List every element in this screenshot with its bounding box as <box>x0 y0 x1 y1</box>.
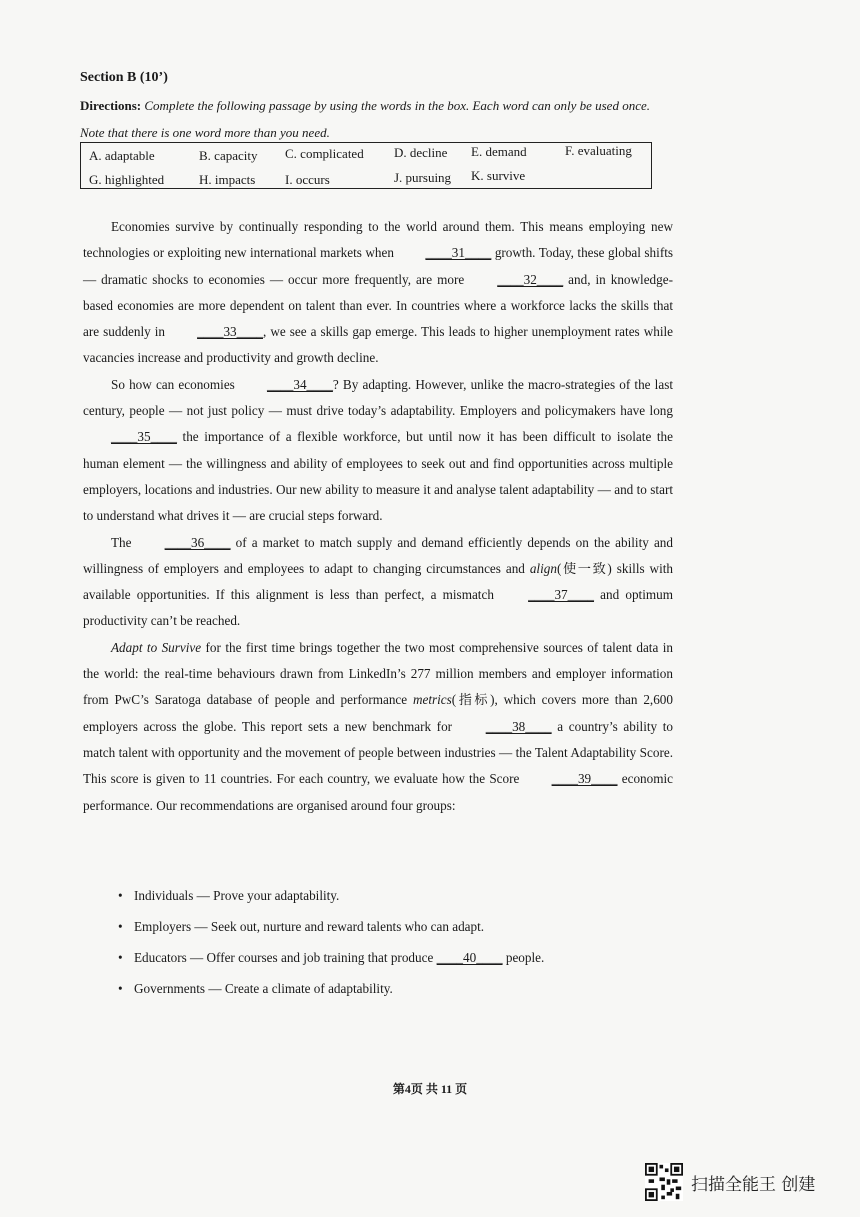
bullet-icon: • <box>118 888 123 903</box>
word-option: J. pursuing <box>394 170 452 185</box>
bullet-icon: • <box>118 919 123 934</box>
blank-34: ____34____ <box>266 376 333 392</box>
text-run: The <box>111 534 137 550</box>
list-item <box>118 911 544 942</box>
text-run: ? By adapting. However, unlike the macro-strategies of the last century, people — not just policy — must drive today’s adaptability. Employers and policymakers have long <box>83 376 673 419</box>
text-run: of a market to match supply and demand efficiently depends on the ability and willingness of employers and employees to adapt to changing circumstances and <box>83 534 673 576</box>
paragraph-2 <box>83 372 673 530</box>
list-item-text: Individuals — Prove your adaptability. <box>134 888 340 903</box>
text-run: Economies survive by continually responding to the world around them. This means employing new technologies or exploiting new international markets when <box>83 219 673 261</box>
list-item-text: people. <box>502 950 545 965</box>
text-run: economic performance. Our recommendations are organised around four groups: <box>83 771 673 813</box>
term-gloss: (指标) <box>451 692 495 708</box>
word-option: E. demand <box>471 144 527 159</box>
section-title: Section B (10’) <box>80 70 168 85</box>
word-option: A. adaptable <box>89 148 155 163</box>
passage <box>83 214 673 819</box>
blank-33: ____33____ <box>197 324 263 340</box>
list-item <box>118 942 544 973</box>
word-option: K. survive <box>471 168 526 183</box>
blank-35: ____35____ <box>111 429 177 445</box>
text-run: growth. Today, these global shifts — dramatic shocks to economies — occur more frequently, are more <box>83 245 674 287</box>
word-box <box>80 142 652 189</box>
text-run: skills with available opportunities. If this alignment is less than perfect, a mismatch <box>83 560 673 603</box>
blank-32: ____32____ <box>497 271 564 287</box>
word-option: C. complicated <box>285 146 364 161</box>
text-run: So how can economies <box>111 376 239 392</box>
text-run: , which covers more than 2,600 employers across the globe. This report sets a new benchmark for <box>83 692 673 734</box>
directions-label: Directions: <box>80 98 142 113</box>
paragraph-1 <box>83 214 673 372</box>
text-run: , we see a skills gap emerge. This leads to higher unemployment rates while vacancies increase and productivity and growth decline. <box>83 324 674 366</box>
word-option: B. capacity <box>199 148 258 163</box>
bullet-icon: • <box>118 981 123 996</box>
term-align: align <box>529 560 557 576</box>
word-option: G. highlighted <box>89 172 165 187</box>
word-option: F. evaluating <box>565 143 632 158</box>
term-gloss: (使一致) <box>556 560 612 576</box>
word-option: H. impacts <box>199 172 256 187</box>
list-item-text: Governments — Create a climate of adaptability. <box>134 981 393 996</box>
text-run: the importance of a flexible workforce, but until now it has been difficult to isolate the human element — the willingness and ability of employees to seek out and find opportunities across multiple employers, locations and industries. Our new ability to measure it and analyse talent adaptability — and to start to understand what drives it — are crucial steps forward. <box>83 429 673 524</box>
list-item-text: Employers — Seek out, nurture and reward talents who can adapt. <box>134 919 485 934</box>
paragraph-4 <box>83 635 673 819</box>
text-run: for the first time brings together the two most comprehensive sources of talent data in the world: the real-time behaviours drawn from LinkedIn’s 277 million members and employer information from PwC’s Saratoga database of people and performance <box>83 639 673 708</box>
word-option: D. decline <box>394 145 448 160</box>
directions <box>80 92 655 146</box>
directions-text: Complete the following passage by using the words in the box. Each word can only be used once. Note that there is one word more than you need. <box>80 98 650 140</box>
text-run: a country’s ability to match talent with opportunity and the movement of people between industries — the Talent Adaptability Score. This score is given to 11 countries. For each country, we evaluate how the Score <box>83 718 673 787</box>
term-metrics: metrics <box>412 692 452 708</box>
list-item <box>118 880 544 911</box>
paragraph-3 <box>83 530 673 635</box>
list-item-text: Educators — Offer courses and job training that produce <box>134 950 437 965</box>
scanner-watermark <box>645 1162 815 1202</box>
word-option: I. occurs <box>285 172 330 187</box>
blank-31: ____31____ <box>425 245 492 261</box>
text-run: and, in knowledge-based economies are more dependent on talent than ever. In countries where a workforce lacks the skills that are suddenly in <box>83 271 673 340</box>
report-title: Adapt to Survive <box>111 639 202 655</box>
bullet-icon: • <box>118 950 123 965</box>
blank-39: ____39____ <box>551 771 618 787</box>
text-run: and optimum productivity can’t be reached. <box>83 587 673 629</box>
blank-36: ____36____ <box>164 534 231 550</box>
qr-code-icon <box>645 1163 683 1201</box>
blank-37: ____37____ <box>528 587 595 603</box>
blank-38: ____38____ <box>485 718 552 734</box>
list-item <box>118 973 544 1004</box>
scanner-watermark-text: 扫描全能王 创建 <box>691 1174 816 1195</box>
blank-40: ____40____ <box>436 950 503 965</box>
page-number: 第4页 共 11 页 <box>392 1082 468 1096</box>
recommendation-list <box>118 880 544 1004</box>
